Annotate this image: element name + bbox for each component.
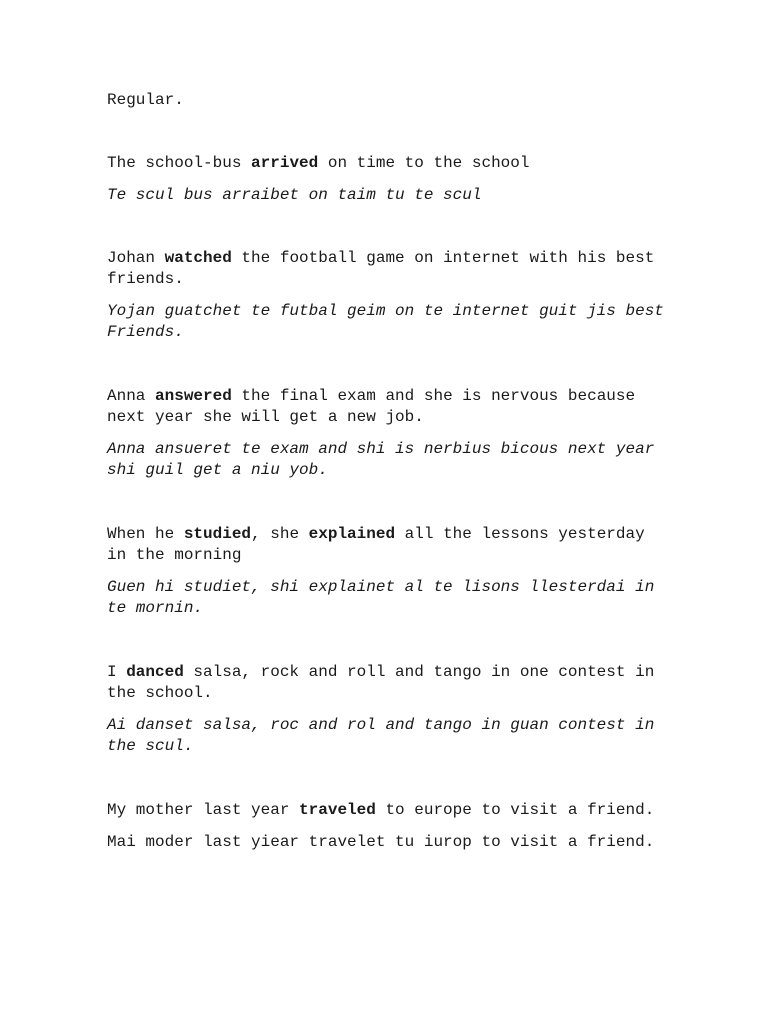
phonetic-transcription: Te scul bus arraibet on taim tu te scul bbox=[107, 186, 482, 204]
past-verb: answered bbox=[155, 387, 232, 405]
past-verb: watched bbox=[164, 249, 232, 267]
verb-example-6 bbox=[107, 800, 667, 853]
verb-example-3 bbox=[107, 386, 667, 481]
verb-example-5 bbox=[107, 662, 667, 757]
example-sentence: The school-bus arrived on time to the school bbox=[107, 154, 530, 172]
phonetic-transcription: Yojan guatchet te futbal geim on te internet guit jis best Friends. bbox=[107, 302, 674, 341]
example-sentence: I danced salsa, rock and roll and tango in one contest in the school. bbox=[107, 663, 664, 702]
example-sentence: When he studied, she explained all the lessons yesterday in the morning bbox=[107, 525, 655, 564]
example-sentence: Johan watched the football game on internet with his best friends. bbox=[107, 249, 664, 288]
phonetic-transcription: Anna ansueret te exam and shi is nerbius bicous next year shi guil get a niu yob. bbox=[107, 440, 664, 479]
verb-example-1 bbox=[107, 153, 667, 206]
past-verb: explained bbox=[308, 525, 396, 543]
document-page bbox=[107, 90, 674, 851]
section-heading: Regular. bbox=[107, 91, 184, 109]
phonetic-transcription: Ai danset salsa, roc and rol and tango in guan contest in the scul. bbox=[107, 716, 664, 755]
example-sentence: Anna answered the final exam and she is nervous because next year she will get a new job. bbox=[107, 387, 645, 426]
past-verb: studied bbox=[183, 525, 252, 543]
phonetic-transcription: Guen hi studiet, shi explainet al te lisons llesterdai in te mornin. bbox=[107, 578, 664, 617]
past-verb: traveled bbox=[299, 801, 376, 819]
past-verb: danced bbox=[126, 663, 184, 681]
verb-example-4 bbox=[107, 524, 667, 619]
phonetic-transcription: Mai moder last yiear travelet tu iurop to visit a friend. bbox=[107, 833, 655, 851]
verb-example-2 bbox=[107, 248, 674, 343]
past-verb: arrived bbox=[251, 154, 319, 172]
example-sentence: My mother last year traveled to europe to visit a friend. bbox=[107, 801, 655, 819]
